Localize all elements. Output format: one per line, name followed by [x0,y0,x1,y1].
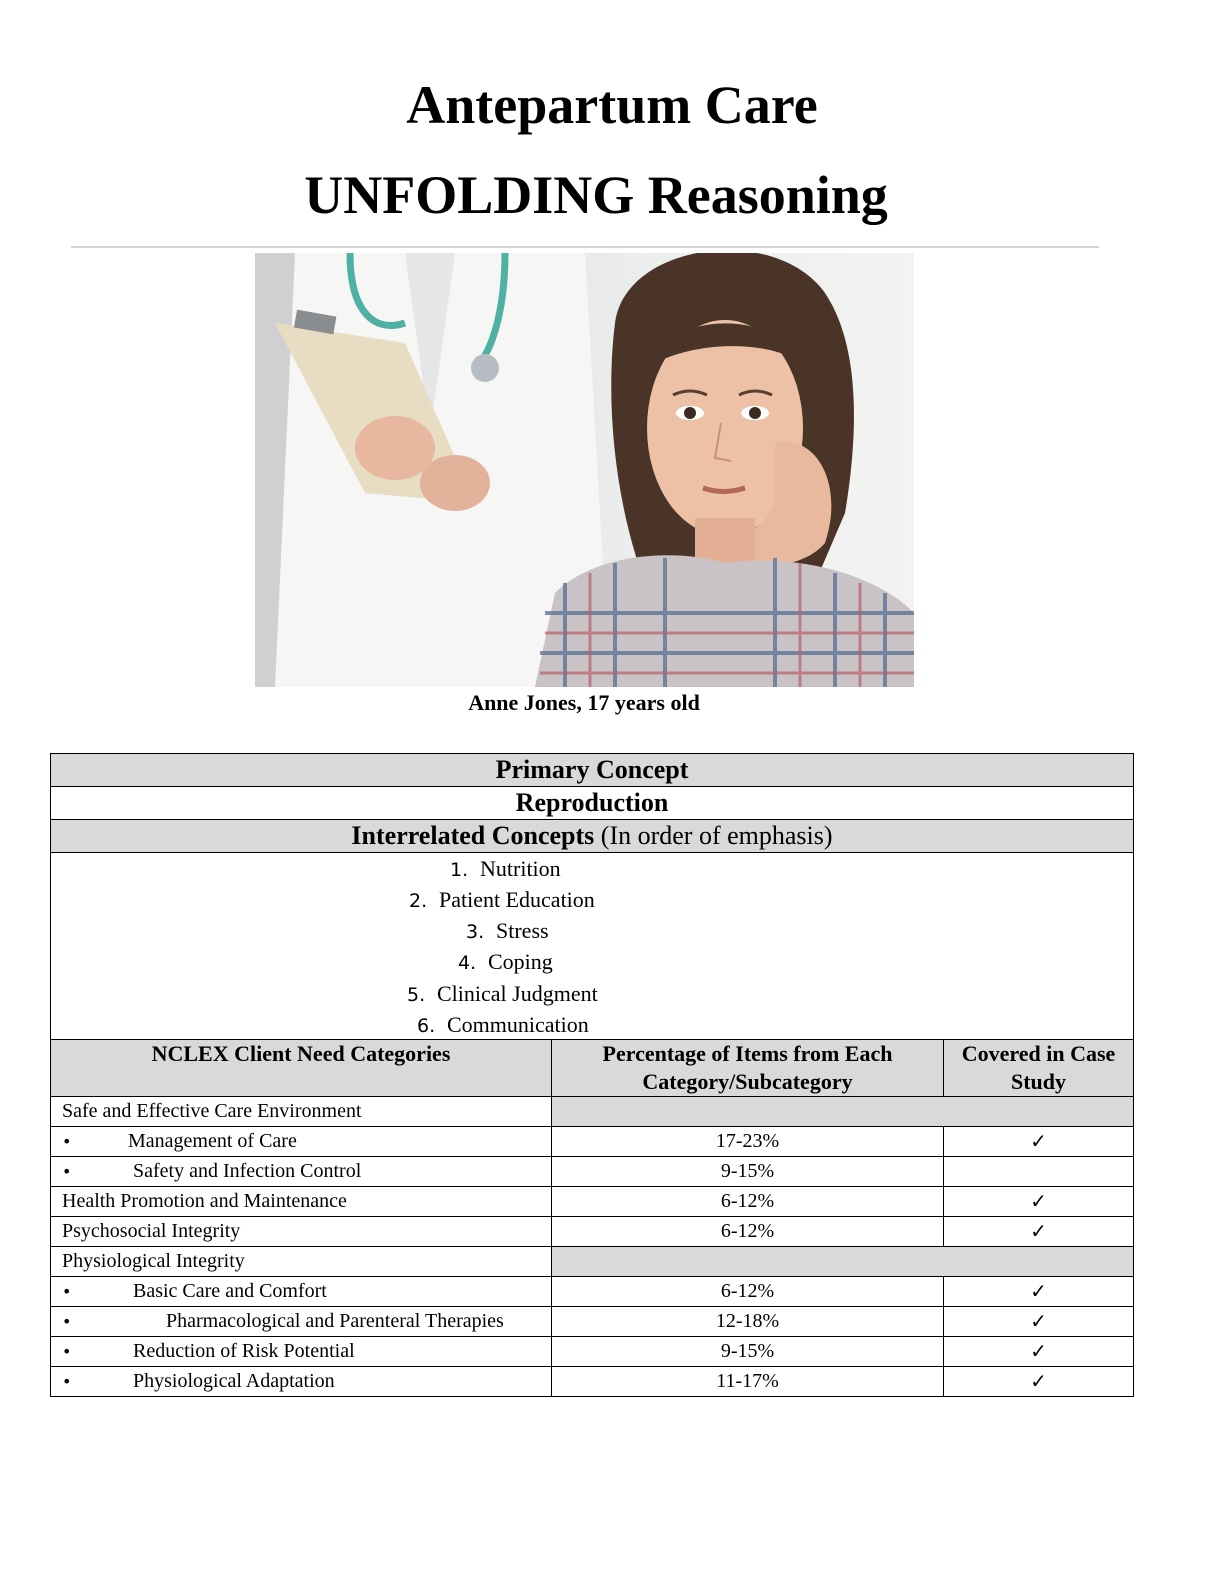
table-row: Safe and Effective Care Environment [51,1097,1134,1127]
table-row: • Reduction of Risk Potential 9-15% ✓ [51,1337,1134,1367]
photo-caption: Anne Jones, 17 years old [468,690,700,715]
document-title: Antepartum Care [406,75,818,135]
check-icon: ✓ [944,1187,1134,1217]
check-icon: ✓ [944,1217,1134,1247]
check-icon: ✓ [944,1277,1134,1307]
patient-photo-illustration [255,253,914,687]
check-icon: ✓ [944,1337,1134,1367]
table-row: Health Promotion and Maintenance 6-12% ✓ [51,1187,1134,1217]
patient-photo [255,253,914,687]
list-item: 3. Stress [466,918,549,943]
list-item: 5. Clinical Judgment [407,981,598,1006]
check-icon: ✓ [944,1367,1134,1397]
table-row: • Physiological Adaptation 11-17% ✓ [51,1367,1134,1397]
title-divider [71,246,1099,248]
table-row: • Basic Care and Comfort 6-12% ✓ [51,1277,1134,1307]
primary-concept-header: Primary Concept [51,754,1134,787]
list-item: 1. Nutrition [450,856,561,881]
check-icon: ✓ [944,1307,1134,1337]
table-row: • Management of Care 17-23% ✓ [51,1127,1134,1157]
table-row: • Pharmacological and Parenteral Therapies 12-18% ✓ [51,1307,1134,1337]
list-item: 2. Patient Education [409,887,595,912]
percentage-header: Percentage of Items from Each Category/Subcategory [552,1040,944,1097]
covered-header: Covered in Case Study [944,1040,1134,1097]
check-icon: ✓ [944,1127,1134,1157]
list-item: 4. Coping [458,949,553,974]
concept-table [50,753,1134,1397]
interrelated-concepts-list [51,853,1134,1040]
table-row: • Safety and Infection Control 9-15% [51,1157,1134,1187]
primary-concept-value: Reproduction [51,787,1134,820]
table-row: Physiological Integrity [51,1247,1134,1277]
interrelated-concepts-header: Interrelated Concepts (In order of emphasis) [51,820,1134,853]
list-item: 6. Communication [417,1012,589,1037]
nclex-categories-header: NCLEX Client Need Categories [51,1040,552,1097]
document-subtitle: UNFOLDING Reasoning [304,165,888,225]
table-row: Psychosocial Integrity 6-12% ✓ [51,1217,1134,1247]
